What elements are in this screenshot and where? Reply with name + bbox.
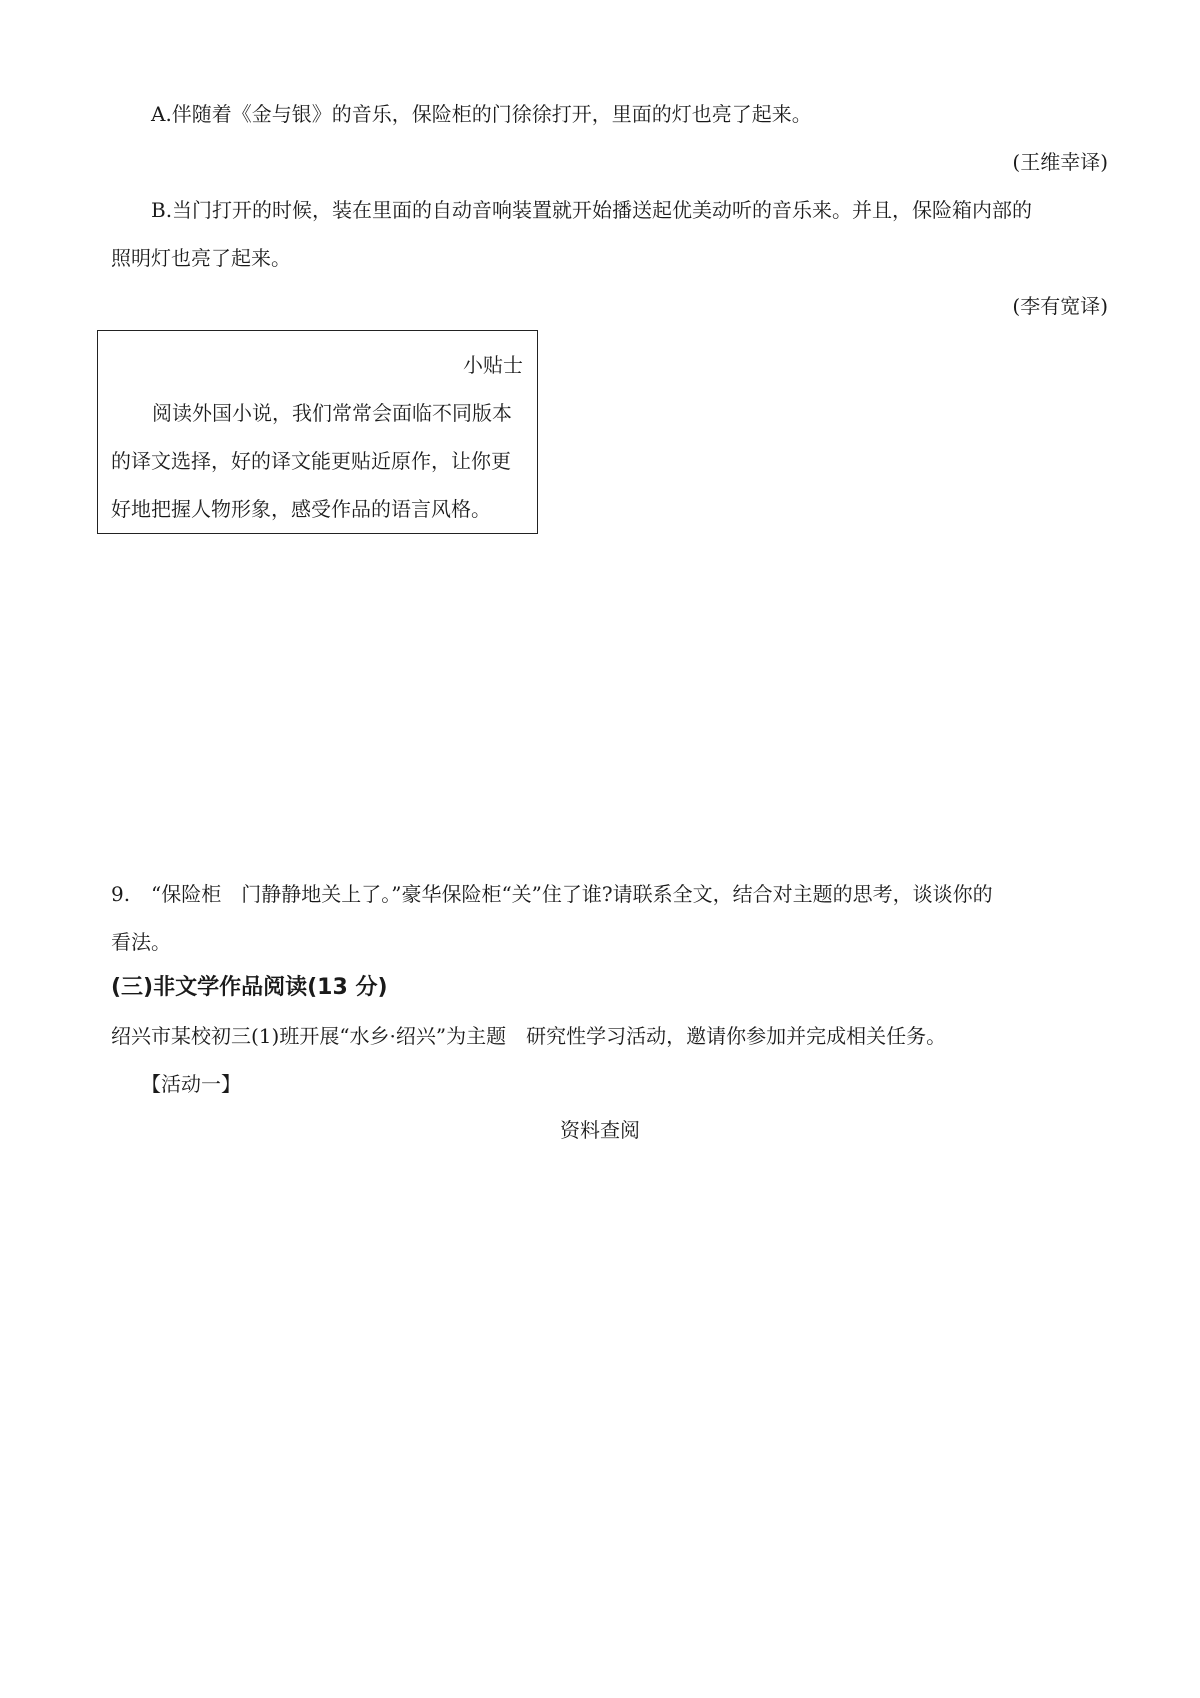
tip-line-1: 阅读外国小说，我们常常会面临不同版本 (152, 401, 512, 425)
material-title: 资料查阅 (560, 1118, 640, 1142)
section-heading: (三)非文学作品阅读(13 分) (111, 975, 388, 1000)
question-number: 9. (111, 882, 131, 906)
option-b-line1: B.当门打开的时候，装在里面的自动音响装置就开始播送起优美动听的音乐来。并且，保险箱内部的 (151, 198, 1033, 222)
activity-label: 【活动一】 (141, 1072, 241, 1096)
option-b-line2: 照明灯也亮了起来。 (111, 246, 291, 270)
question-9-line1 (111, 880, 993, 908)
question-9-line2: 看法。 (111, 930, 171, 954)
question-9-text: “保险柜 门静静地关上了。”豪华保险柜“关”住了谁?请联系全文，结合对主题的思考，谈谈你的 (151, 882, 993, 906)
section-intro: 绍兴市某校初三(1)班开展“水乡·绍兴”为主题 研究性学习活动，邀请你参加并完成相关任务。 (111, 1024, 947, 1048)
tip-box (97, 330, 538, 534)
option-a-text: A.伴随着《金与银》的音乐，保险柜的门徐徐打开，里面的灯也亮了起来。 (151, 102, 812, 126)
option-b-translator: (李有宽译) (1012, 294, 1108, 318)
tip-title: 小贴士 (463, 353, 523, 377)
tip-line-3: 好地把握人物形象，感受作品的语言风格。 (111, 497, 491, 521)
tip-line-2: 的译文选择，好的译文能更贴近原作，让你更 (111, 449, 511, 473)
option-a-translator: (王维幸译) (1012, 150, 1108, 174)
